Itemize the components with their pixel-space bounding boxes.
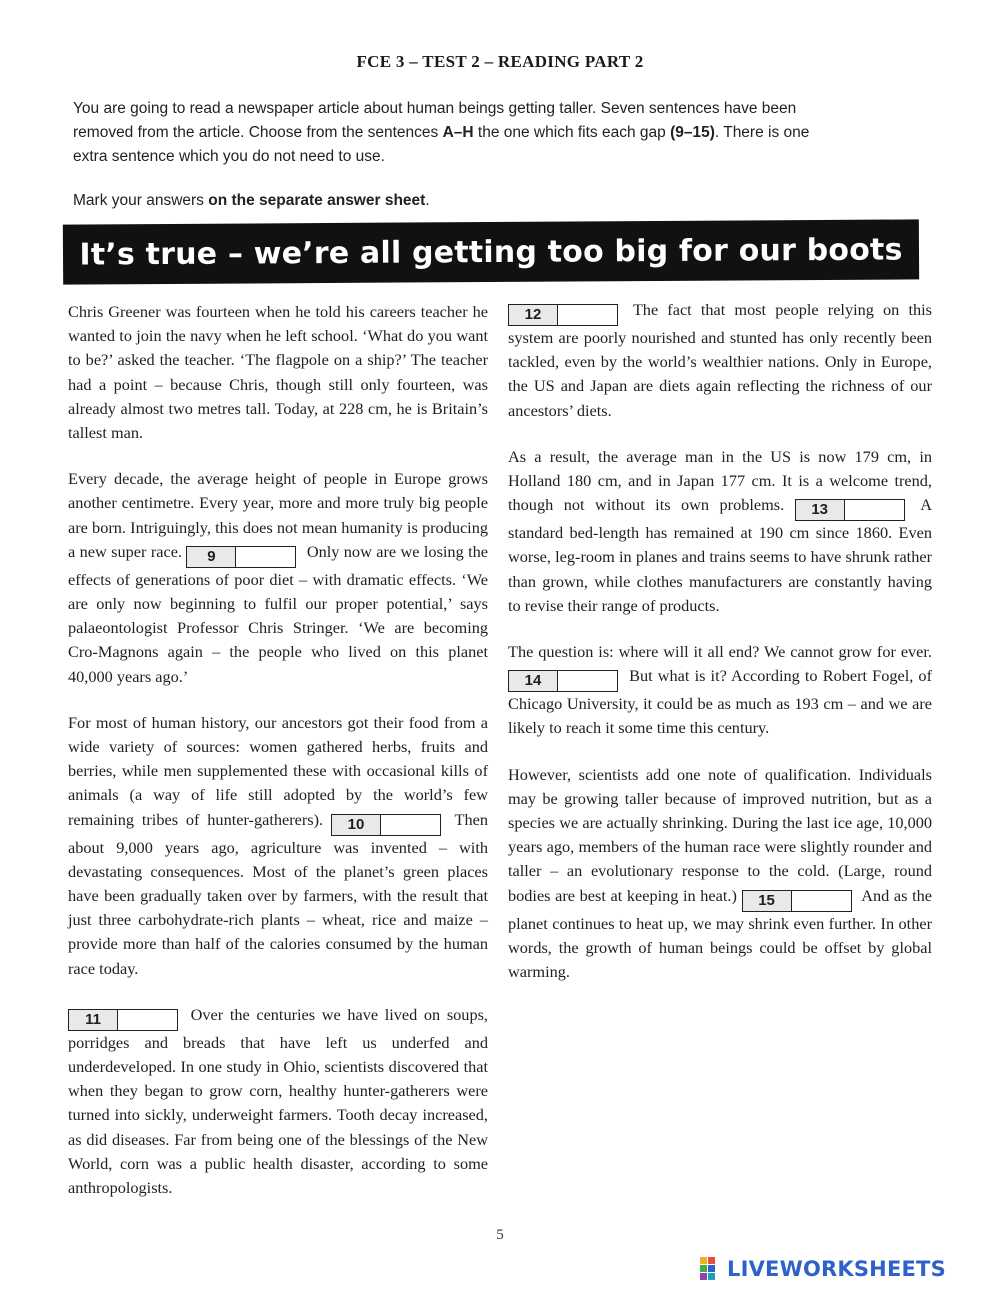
liveworksheets-logo-icon: [700, 1257, 724, 1281]
gap-number: 9: [187, 547, 236, 567]
instructions: You are going to read a newspaper article about human beings getting taller. Seven sentences have been removed from the article. Choose from the sentences A–H the one which fits each gap (9–15). There is one extra sentence which you do not need to use.: [73, 100, 810, 165]
article-column-right: [508, 298, 932, 1006]
article-title: It’s true – we’re all getting too big for our boots: [63, 219, 919, 284]
gap-14-answer-box[interactable]: [508, 670, 618, 692]
article-paragraph: For most of human history, our ancestors got their food from a wide variety of sources: women gathered herbs, fruits and berries, while men supplemented these with occasional kills of animals (a way of life still adopted by the world’s few remaining tribes of hunter-gatherers). 10 Then about 9,000 years ago, agriculture was invented – with devastating consequences. Most of the planet’s green places have been gradually taken over by farmers, with the result that just three carbohydrate-rich plants – wheat, rice and maize – provide more than half of the calories consumed by the human race today.: [68, 712, 488, 978]
article-paragraph: As a result, the average man in the US is now 179 cm, in Holland 180 cm, and in Japan 177 cm. It is a welcome trend, though not without its own problems. 13 A standard bed-length has remained at 190 cm since 1860. Even worse, leg-room in planes and trains seems to have shrunk rather than grown, while clothes manufacturers are constantly having to revise their range of products.: [508, 446, 932, 615]
article-paragraph: 12 The fact that most people relying on this system are poorly nourished and stunted has only recently been tackled, even by the world’s wealthier nations. Only in Europe, the US and Japan are diets again reflecting the richness of our ancestors’ diets.: [508, 300, 932, 420]
article-paragraph: Every decade, the average height of people in Europe grows another centimetre. Every year, more and more truly big people are born. Intriguingly, this does not mean humanity is producing a new super race. 9 Only now are we losing the effects of generations of poor diet – with dramatic effects. ‘We are only now beginning to fulfil our proper potential,’ says palaeontologist Professor Chris Stringer. ‘We are becoming Cro-Magnons again – the people who lived on this planet 40,000 years ago.’: [68, 469, 489, 686]
gap-10-answer-box[interactable]: [331, 814, 441, 836]
answer-sheet-instruction: Mark your answers on the separate answer sheet.: [73, 192, 430, 209]
gap-number: 15: [743, 891, 792, 911]
article-paragraph: However, scientists add one note of qualification. Individuals may be growing taller because of improved nutrition, but as a species we are actually shrinking. During the last ice age, 10,000 years ago, members of the human race were slightly rounder and taller – an evolutionary response to the cold. (Large, round bodies are best at keeping in heat.) 15 And as the planet continues to heat up, we may shrink even further. In other words, the growth of human beings could be offset by global warming.: [508, 764, 932, 982]
gap-15-answer-box[interactable]: [742, 890, 852, 912]
brand-name: LIVEWORKSHEETS: [727, 1257, 946, 1281]
page-header: FCE 3 – TEST 2 – READING PART 2: [356, 52, 644, 71]
article-column-left: [68, 300, 488, 1222]
gap-number: 14: [509, 671, 558, 691]
page-number: 5: [496, 1227, 504, 1243]
article-paragraph: The question is: where will it all end? We cannot grow for ever. 14 But what is it? According to Robert Fogel, of Chicago University, it could be as much as 193 cm – and we are likely to reach it some time this century.: [508, 642, 932, 738]
gap-11-answer-box[interactable]: [68, 1009, 178, 1031]
gap-9-answer-box[interactable]: [186, 546, 296, 568]
article-paragraph: 11 Over the centuries we have lived on soups, porridges and breads that have left us underfed and underdeveloped. In one study in Ohio, scientists discovered that when they began to grow corn, healthy hunter-gatherers were turned into sickly, underweight farmers. Tooth decay increased, as did diseases. Far from being one of the blessings of the New World, corn was a public health disaster, according to some anthropologists.: [68, 1004, 488, 1198]
gap-number: 12: [509, 305, 558, 325]
gap-13-answer-box[interactable]: [795, 499, 905, 521]
gap-number: 10: [332, 815, 381, 835]
gap-12-answer-box[interactable]: [508, 304, 618, 326]
article-paragraph: Chris Greener was fourteen when he told his careers teacher he wanted to join the navy when he left school. ‘What do you want to be?’ asked the teacher. ‘The flagpole on a ship?’ The teacher had a point – because Chris, though still only fourteen, was already almost two metres tall. Today, at 228 cm, he is Britain’s tallest man.: [68, 302, 488, 443]
gap-number: 11: [69, 1010, 118, 1030]
gap-number: 13: [796, 500, 845, 520]
liveworksheets-logo[interactable]: [700, 1257, 946, 1281]
